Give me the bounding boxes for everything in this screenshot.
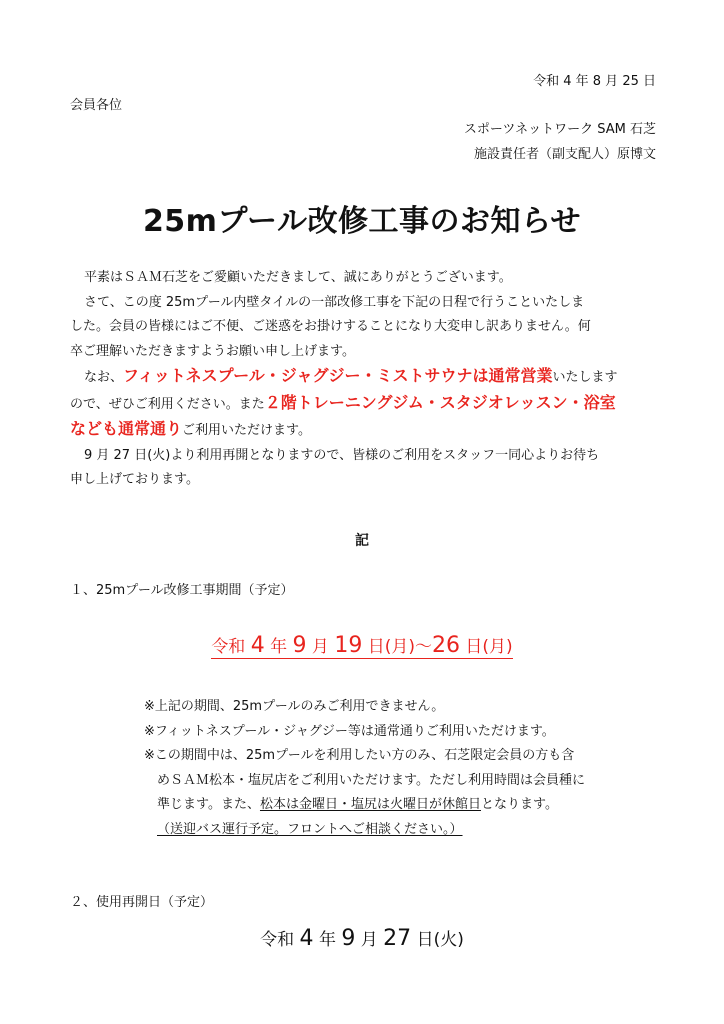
date-part: 年	[264, 637, 293, 657]
date-number: 27	[383, 926, 412, 951]
construction-period	[0, 632, 724, 658]
page-title: 25mプール改修工事のお知らせ	[142, 204, 582, 239]
sender-organization: スポーツネットワーク SAM 石芝	[463, 122, 656, 137]
note-text: となります。	[480, 797, 558, 812]
intro-line: した。会員の皆様にはご不便、ご迷惑をお掛けすることになり大変申し訳ありません。何	[70, 319, 591, 334]
section2-heading: ２、使用再開日（予定）	[70, 895, 214, 910]
date-part: 月	[355, 930, 384, 950]
date-number: 4	[250, 633, 265, 658]
date-part: 令和	[211, 637, 251, 657]
intro-text: ご利用いただけます。	[182, 423, 311, 438]
section1-heading: １、25mプール改修工事期間（予定）	[70, 583, 294, 598]
sender-responsible: 施設責任者（副支配人）原博文	[473, 147, 656, 162]
date-part: 令和	[260, 930, 300, 950]
note-item	[144, 818, 585, 843]
section1-notes	[144, 695, 585, 842]
intro-text: なお、	[84, 370, 124, 385]
reopen-date	[0, 925, 724, 951]
construction-period-date	[211, 633, 513, 659]
date-number: 26	[432, 633, 461, 658]
date-part: 日(月)	[460, 637, 513, 657]
shuttle-bus-note: （送迎バス運行予定。フロントへご相談ください。）	[157, 821, 463, 837]
note-item: ※この期間中は、25mプールを利用したい方のみ、石芝限定会員の方も含	[144, 748, 575, 763]
intro-line: 卒ご理解いただきますようお願い申し上げます。	[70, 343, 355, 359]
note-text: 準じます。また、	[157, 797, 260, 812]
intro-line	[70, 417, 660, 444]
intro-line: 9 月 27 日(火)より利用再開となりますので、皆様のご利用をスタッフ一同心よりお待ち	[84, 447, 600, 463]
date-number: 9	[341, 926, 356, 951]
intro-line	[70, 364, 660, 391]
intro-line: 申し上げております。	[70, 472, 199, 487]
addressee: 会員各位	[70, 98, 123, 113]
intro-paragraph	[70, 266, 660, 493]
date-part: 年	[313, 930, 342, 950]
reopen-date-text	[260, 926, 464, 951]
note-item: めＳＡＭ松本・塩尻店をご利用いただけます。ただし利用時間は会員種に	[157, 772, 585, 788]
date-part: 月	[306, 637, 335, 657]
notice-date: 令和 4 年 8 月 25 日	[533, 74, 656, 89]
intro-text: ので、ぜひご利用ください。また	[70, 396, 265, 412]
date-number: 9	[292, 633, 307, 658]
highlight-second-floor: ２階トレーニングジム・スタジオレッスン・浴室	[264, 392, 616, 412]
date-part: 日(月)～	[362, 637, 433, 657]
note-item: ※上記の期間、25mプールのみご利用できません。	[144, 699, 445, 714]
note-item: ※フィットネスプール・ジャグジー等は通常通りご利用いただけます。	[144, 723, 555, 739]
highlight-open-facilities: フィットネスプール・ジャグジー・ミストサウナは通常営業	[123, 366, 553, 385]
note-item	[144, 793, 585, 818]
date-number: 4	[299, 926, 314, 951]
date-number: 19	[334, 633, 363, 658]
intro-line	[70, 391, 660, 418]
date-part: 日(火)	[411, 930, 464, 950]
intro-line: 平素はＳＡＭ石芝をご愛顧いただきまして、誠にありがとうございます。	[84, 270, 512, 285]
intro-line: さて、この度 25mプール内壁タイルの一部改修工事を下記の日程で行うこといたしま	[84, 294, 585, 310]
intro-text: いたします	[552, 370, 618, 385]
closed-days-note: 松本は金曜日・塩尻は火曜日が休館日	[259, 797, 481, 812]
ki-heading: 記	[355, 533, 369, 549]
highlight-normal-operation: なども通常通り	[70, 419, 183, 438]
